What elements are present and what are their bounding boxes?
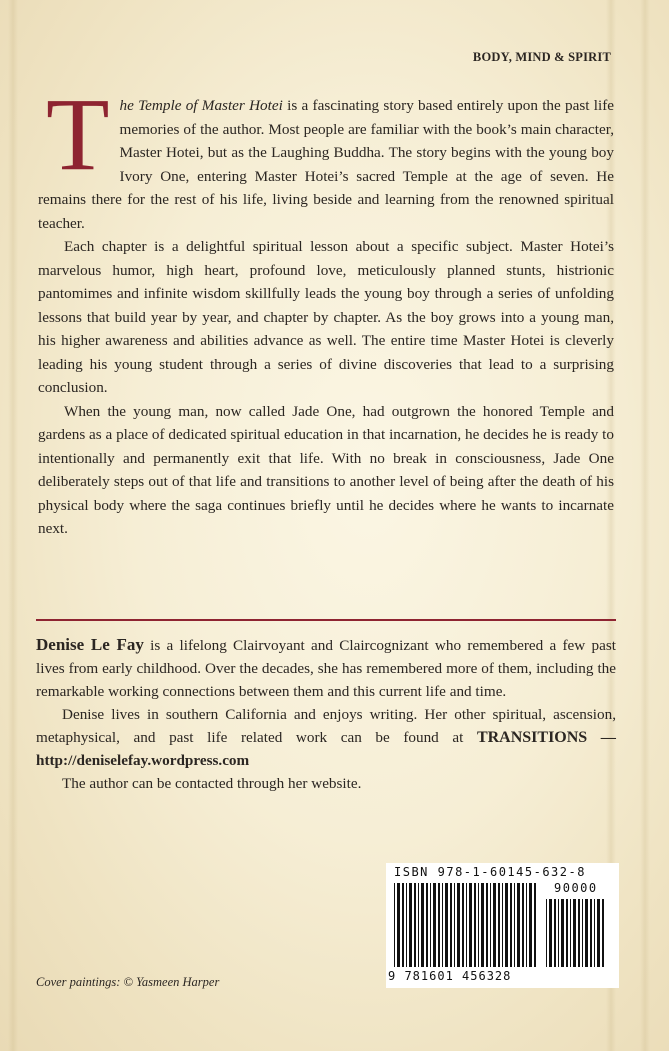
paragraph-text: Each chapter is a delightful spiritual lesson about a specific subject. Master Hotei’s marvelous humor, high heart, profound love, meticulously planned stunts, histrionic pantomimes and infinite wisdom skillfully leads the young boy through a series of unfolding lessons that build year by year, and chapter by chapter. As the boy grows into a young man, his higher awareness and abilities advance as well. The entire time Master Hotei is cleverly leading his young student through a series of divine discoveries that lead to a surprising conclusion.	[38, 238, 614, 396]
price-code: 90000	[554, 881, 598, 895]
paragraph-text: is a fascinating story based entirely upon the past life memories of the author. Most people are familiar with the book’s main character, Master Hotei, but as the Laughing Buddha. The story begins with the young boy Ivory One, entering Master Hotei’s sacred Temple at the age of seven. He remains there for the rest of his life, living beside and learning from the renowned spiritual teacher.	[38, 97, 614, 232]
website-dash: —	[587, 729, 616, 746]
cover-credit: Cover paintings: © Yasmeen Harper	[36, 975, 220, 989]
paragraph-text: The author can be contacted through her website.	[62, 775, 362, 792]
book-description	[38, 77, 614, 541]
bamboo-decoration	[640, 0, 650, 1051]
isbn-barcode	[386, 863, 619, 988]
author-name: Denise Le Fay	[36, 635, 144, 654]
drop-cap: T	[46, 77, 110, 192]
section-divider	[36, 619, 616, 621]
paragraph-text: is a lifelong Clairvoyant and Claircognizant who remembered a few past lives from early childhood. Over the decades, she has remembered more of them, including the remarkable working connections between them and this current life and time.	[36, 637, 616, 700]
isbn-label: ISBN 978-1-60145-632-8	[394, 865, 586, 879]
barcode-number: 9 781601 456328	[388, 969, 512, 983]
paragraph-text: Denise lives in southern California and enjoys writing. Her other spiritual, ascension, metaphysical, and past life related work can be found at	[36, 706, 616, 746]
author-bio	[36, 633, 616, 795]
website-name: TRANSITIONS	[476, 729, 588, 746]
category-label: BODY, MIND & SPIRIT	[472, 50, 611, 64]
book-title-inline: he Temple of Master Hotei	[119, 97, 283, 114]
paragraph-text: When the young man, now called Jade One, had outgrown the honored Temple and gardens as a place of dedicated spiritual education in that incarnation, he decides he is ready to intentionally and permanently exit that life. With no break in consciousness, Jade One deliberately steps out of that life and transitions to another level of being after the death of his physical body where the saga continues briefly until he decides where he wants to incarnate next.	[38, 402, 614, 537]
barcode-addon-bars	[546, 899, 608, 967]
website-link[interactable]: http://deniselefay.wordpress.com	[36, 752, 250, 769]
bamboo-decoration	[8, 0, 18, 1051]
barcode-bars	[394, 883, 539, 967]
